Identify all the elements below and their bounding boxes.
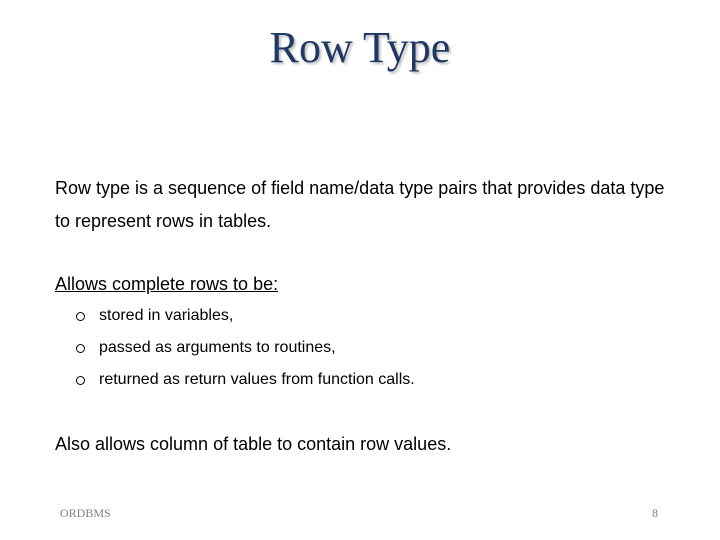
circle-bullet-icon xyxy=(76,312,85,321)
definition-term: Row type xyxy=(55,178,131,198)
allows-heading: Allows complete rows to be: xyxy=(55,274,279,294)
page-number: 8 xyxy=(652,506,658,520)
bullet-text: passed as arguments to routines, xyxy=(99,339,336,356)
definition-text: is a sequence of field name/data type pairs that provides data type to represent rows in tables. xyxy=(55,178,665,231)
slide-title: Row Type xyxy=(269,23,451,72)
circle-bullet-icon xyxy=(76,376,85,385)
bullet-text: returned as return values from function calls. xyxy=(99,371,415,388)
bullet-item xyxy=(76,364,676,396)
bullet-item xyxy=(76,332,676,364)
bullet-text: stored in variables, xyxy=(99,307,234,324)
footer-label: ORDBMS xyxy=(60,506,111,520)
definition-paragraph xyxy=(55,172,675,238)
bullet-item xyxy=(76,300,676,332)
circle-bullet-icon xyxy=(76,344,85,353)
bullet-list xyxy=(76,300,676,396)
also-paragraph: Also allows column of table to contain row values. xyxy=(55,434,452,454)
